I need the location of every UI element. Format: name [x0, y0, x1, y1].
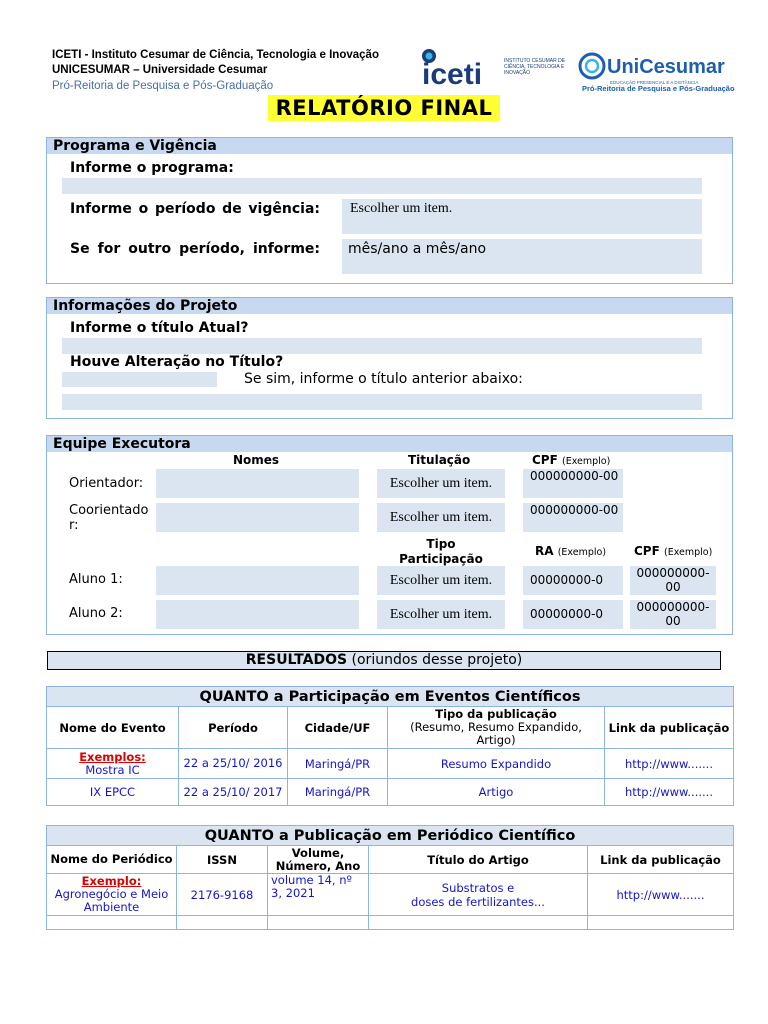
- orientador-titulacao-select[interactable]: Escolher um item.: [377, 469, 505, 498]
- periodico-col-link: Link da publicação: [588, 846, 734, 874]
- unicesumar-logo-text: UniCesumar: [607, 56, 725, 78]
- unicesumar-logo-icon: [578, 52, 606, 80]
- resultados-bold: RESULTADOS: [245, 652, 348, 668]
- table-row: [47, 749, 734, 779]
- resultados-rest: (oriundos desse projeto): [351, 652, 523, 668]
- col-cpf: CPF (Exemplo): [532, 453, 611, 467]
- label-periodo: Informe o período de vigência:: [70, 201, 320, 217]
- iceti-logo-text: iceti: [422, 58, 483, 88]
- outro-periodo-input[interactable]: mês/ano a mês/ano: [342, 239, 702, 274]
- coorientador-titulacao-select[interactable]: Escolher um item.: [377, 503, 505, 532]
- orientador-nome-input[interactable]: [156, 469, 359, 498]
- periodico-col-volume: Volume, Número, Ano: [268, 846, 369, 874]
- eventos-col-periodo: Período: [179, 707, 288, 749]
- eventos-row2-tipo: Artigo: [388, 779, 605, 806]
- eventos-row2-periodo: 22 a 25/10/ 2017: [179, 779, 288, 806]
- section-projeto-heading: Informações do Projeto: [47, 298, 732, 314]
- periodico-row1-link[interactable]: http://www.......: [588, 874, 734, 916]
- label-outro-periodo: Se for outro período, informe:: [70, 241, 320, 257]
- aluno1-cpf-input[interactable]: 000000000-00: [630, 566, 716, 595]
- empty-cell[interactable]: [369, 916, 588, 930]
- periodo-select[interactable]: Escolher um item.: [342, 199, 702, 234]
- aluno2-ra-input[interactable]: 00000000-0: [523, 600, 623, 629]
- eventos-table: [46, 686, 734, 806]
- aluno2-tipo-select[interactable]: Escolher um item.: [377, 600, 505, 629]
- label-aluno1: Aluno 1:: [69, 572, 123, 587]
- empty-cell[interactable]: [588, 916, 734, 930]
- col-titulacao: Titulação: [408, 453, 471, 467]
- aluno1-tipo-select[interactable]: Escolher um item.: [377, 566, 505, 595]
- resultados-banner: [47, 651, 721, 670]
- label-aluno2: Aluno 2:: [69, 606, 123, 621]
- eventos-row1-link[interactable]: http://www.......: [605, 749, 734, 779]
- table-row: [47, 916, 734, 930]
- iceti-logo-sub: INSTITUTO CESUMAR DE CIÊNCIA, TECNOLOGIA E INOVAÇÃO: [504, 58, 566, 76]
- col-ra: RA (Exemplo): [535, 544, 607, 558]
- eventos-row1-periodo: 22 a 25/10/ 2016: [179, 749, 288, 779]
- periodico-col-issn: ISSN: [177, 846, 268, 874]
- empty-cell[interactable]: [268, 916, 369, 930]
- unicesumar-logo-sub1: EDUCAÇÃO PRESENCIAL E A DISTÂNCIA: [610, 80, 699, 85]
- eventos-row1-tipo: Resumo Expandido: [388, 749, 605, 779]
- aluno1-ra-input[interactable]: 00000000-0: [523, 566, 623, 595]
- page-title: RELATÓRIO FINAL: [268, 95, 500, 121]
- label-orientador: Orientador:: [69, 476, 144, 491]
- label-titulo-atual: Informe o título Atual?: [70, 320, 249, 336]
- aluno1-nome-input[interactable]: [156, 566, 359, 595]
- programa-input[interactable]: [62, 178, 702, 194]
- coorientador-cpf-input[interactable]: 000000000-00: [523, 503, 623, 532]
- eventos-col-nome: Nome do Evento: [47, 707, 179, 749]
- label-alteracao: Houve Alteração no Título?: [70, 354, 284, 370]
- periodico-row1-issn: 2176-9168: [177, 874, 268, 916]
- header-dept: Pró-Reitoria de Pesquisa e Pós-Graduação: [52, 80, 274, 92]
- titulo-anterior-input[interactable]: [62, 394, 702, 410]
- label-programa: Informe o programa:: [70, 160, 234, 176]
- periodico-col-nome: Nome do Periódico: [47, 846, 177, 874]
- eventos-row1-cidade: Maringá/PR: [288, 749, 388, 779]
- titulo-atual-input[interactable]: [62, 338, 702, 354]
- unicesumar-logo-sub2: Pró-Reitoria de Pesquisa e Pós-Graduação: [582, 84, 735, 93]
- eventos-caption: QUANTO a Participação em Eventos Científicos: [47, 687, 734, 707]
- aluno2-nome-input[interactable]: [156, 600, 359, 629]
- table-row: [47, 779, 734, 806]
- eventos-row2-link[interactable]: http://www.......: [605, 779, 734, 806]
- periodico-row1-volume: volume 14, nº 3, 2021: [268, 874, 369, 916]
- label-se-sim: Se sim, informe o título anterior abaixo:: [244, 371, 523, 387]
- eventos-col-tipo: Tipo da publicação (Resumo, Resumo Expandido, Artigo): [388, 707, 605, 749]
- alteracao-select[interactable]: [62, 372, 217, 387]
- iceti-logo: [420, 46, 500, 88]
- periodico-row1-titulo: Substratos e doses de fertilizantes...: [369, 874, 588, 916]
- header-university: UNICESUMAR – Universidade Cesumar: [52, 64, 268, 76]
- eventos-row2-nome: IX EPCC: [47, 779, 179, 806]
- coorientador-nome-input[interactable]: [156, 503, 359, 532]
- col-nomes: Nomes: [233, 453, 280, 467]
- aluno2-cpf-input[interactable]: 000000000-00: [630, 600, 716, 629]
- orientador-cpf-input[interactable]: 000000000-00: [523, 469, 623, 498]
- periodico-col-titulo: Título do Artigo: [369, 846, 588, 874]
- label-coorientador: Coorientado r:: [69, 503, 149, 533]
- eventos-row2-cidade: Maringá/PR: [288, 779, 388, 806]
- periodico-caption: QUANTO a Publicação em Periódico Científico: [47, 826, 734, 846]
- eventos-col-link: Link da publicação: [605, 707, 734, 749]
- section-equipe-heading: Equipe Executora: [47, 436, 732, 452]
- col-cpf-aluno: CPF (Exemplo): [634, 544, 713, 558]
- empty-cell[interactable]: [177, 916, 268, 930]
- header-institute: ICETI - Instituto Cesumar de Ciência, Tecnologia e Inovação: [52, 49, 379, 61]
- section-programa-heading: Programa e Vigência: [47, 138, 732, 154]
- empty-cell[interactable]: [47, 916, 177, 930]
- periodico-table: [46, 825, 734, 930]
- eventos-col-cidade: Cidade/UF: [288, 707, 388, 749]
- col-tipo-participacao: Tipo Participação: [399, 537, 483, 566]
- periodico-row1-nome: Exemplo: Agronegócio e Meio Ambiente: [47, 874, 177, 916]
- eventos-row1-nome: Exemplos: Mostra IC: [47, 749, 179, 779]
- table-row: [47, 874, 734, 916]
